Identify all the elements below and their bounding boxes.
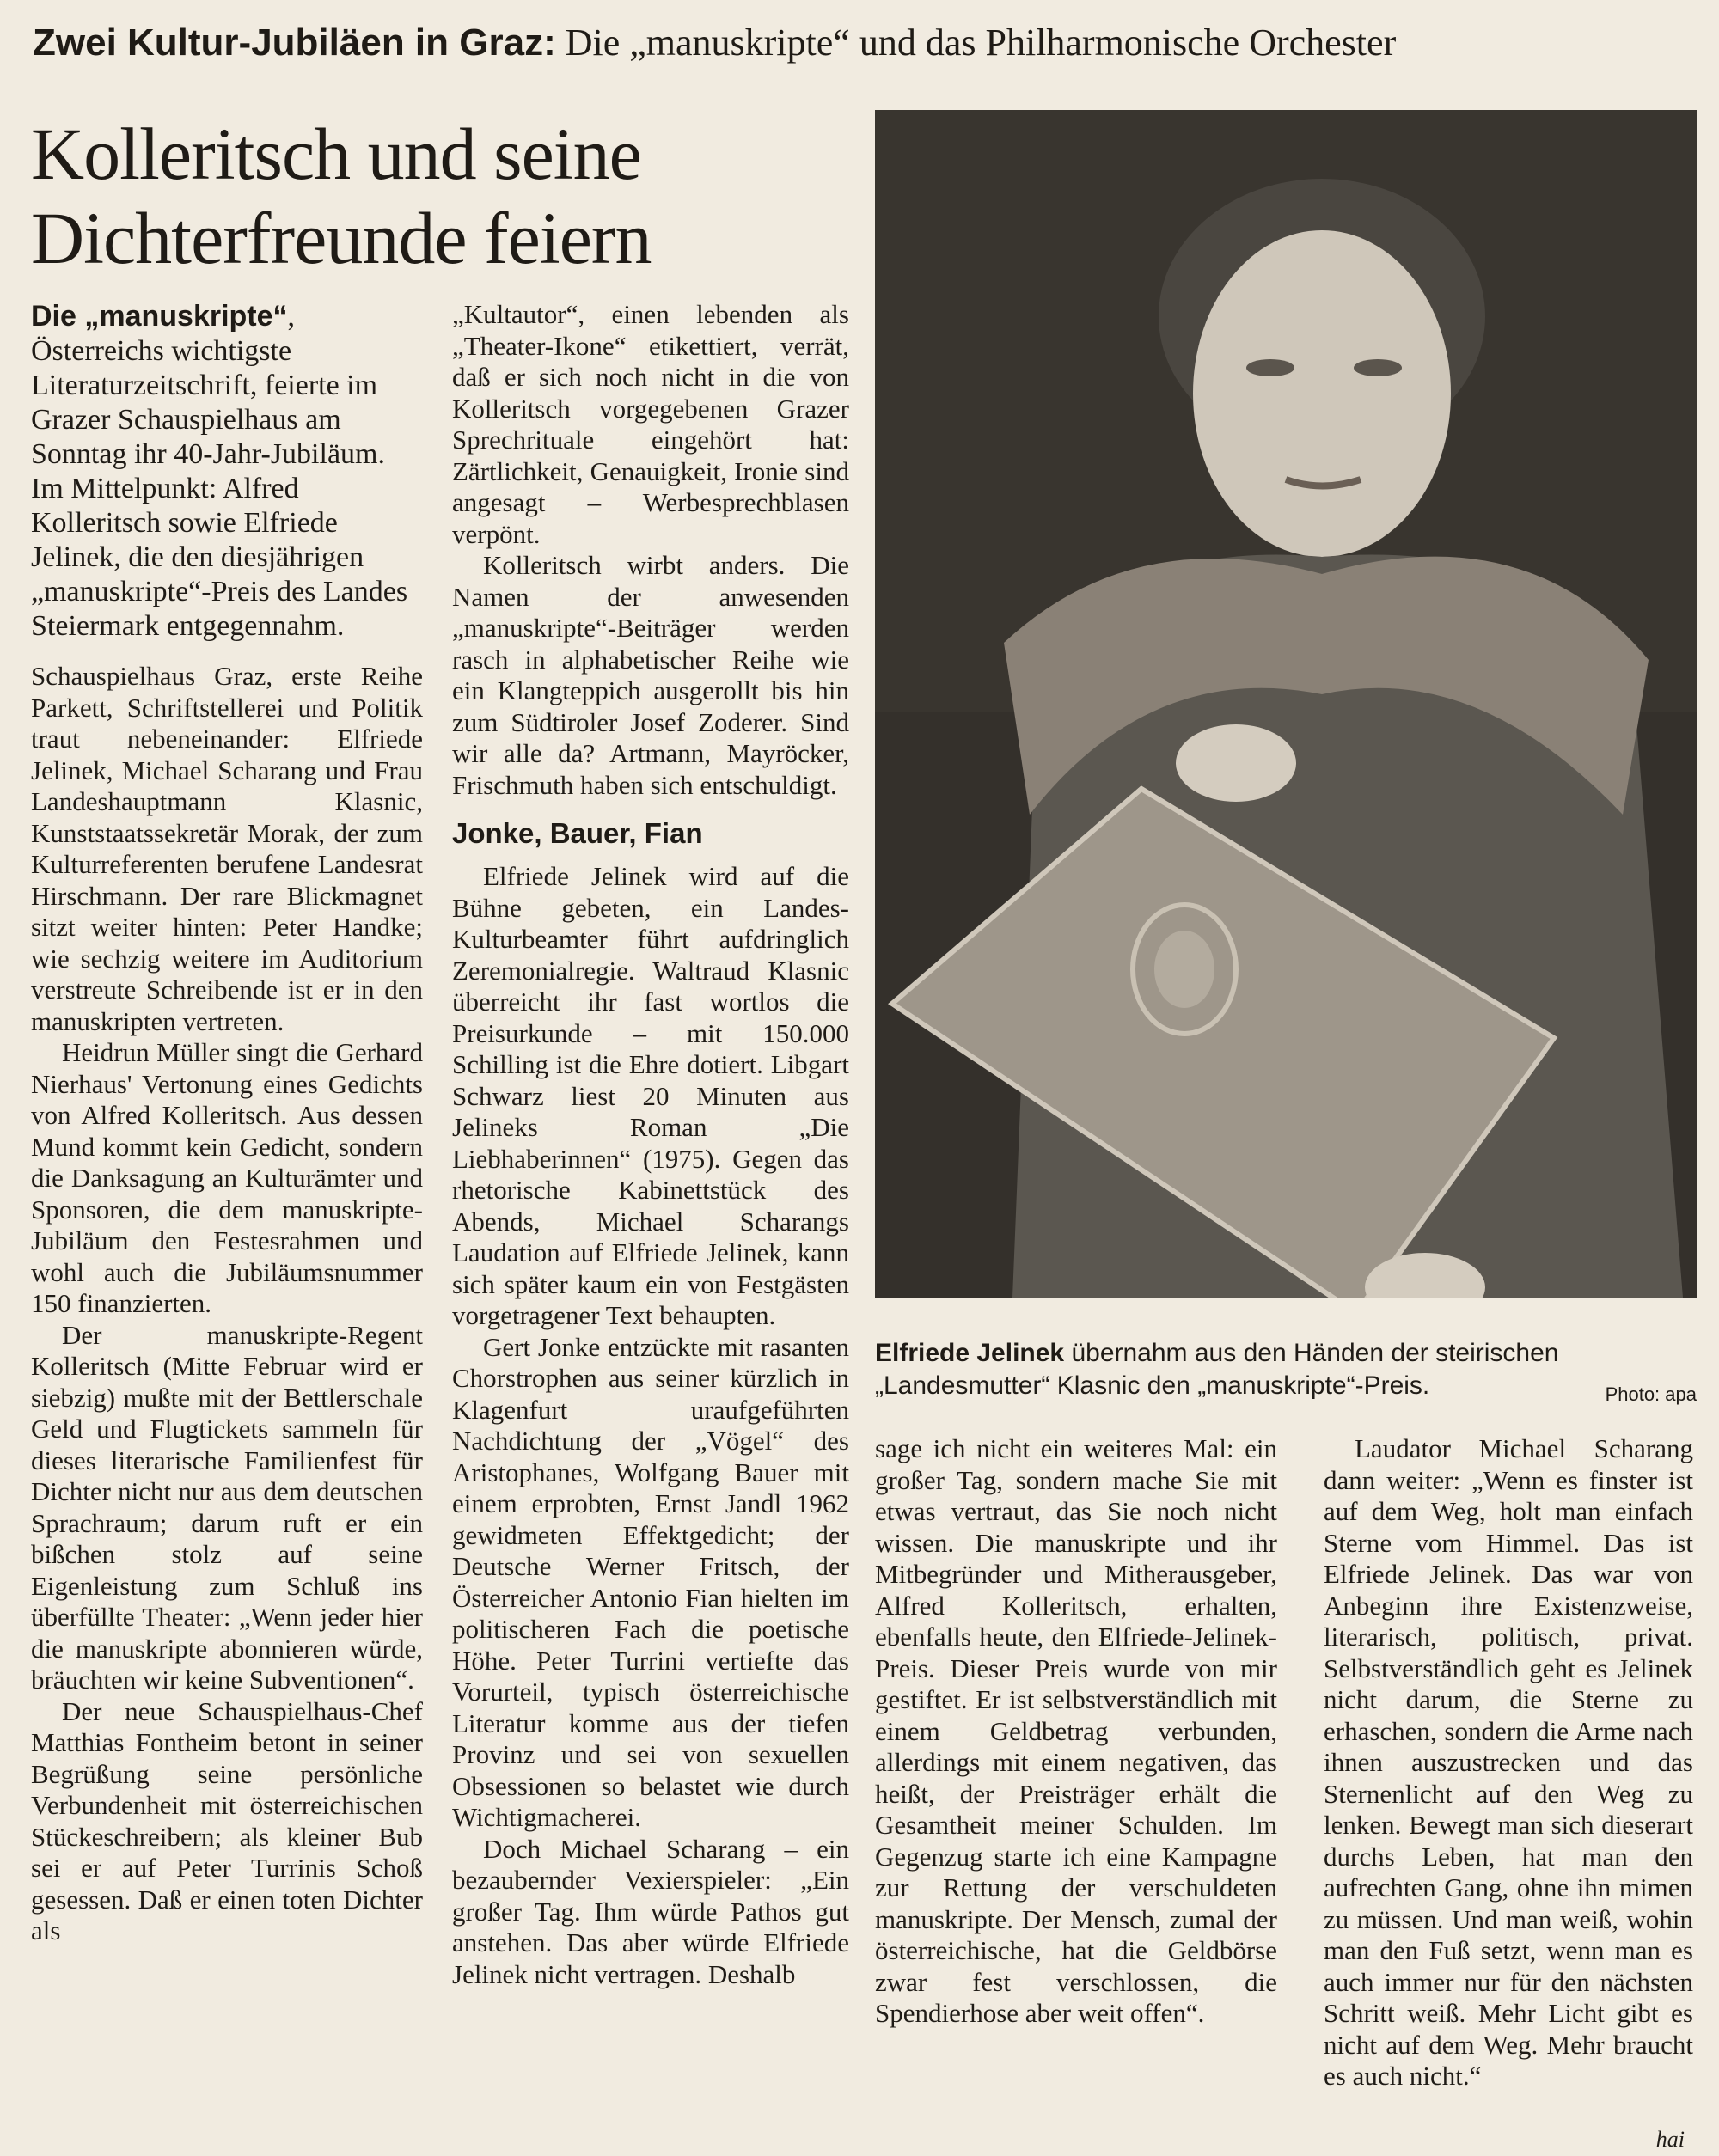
paragraph: Heidrun Müller singt die Gerhard Nierhaus' Vertonung eines Gedichts von Alfred Kolleritsch. Aus dessen Mund kommt kein Gedicht, sondern die Danksagung an Kulturämter und Sponsoren, die dem manuskripte-Jubiläum den Festesrahmen und wohl auch die Jubiläumsnummer 150 finanzierten. — [31, 1037, 423, 1318]
kicker-bold: Zwei Kultur-Jubiläen in Graz: — [33, 21, 556, 64]
photo-illustration — [875, 110, 1697, 1298]
paragraph: sage ich nicht ein weiteres Mal: ein großer Tag, sondern mache Sie mit etwas vertraut, das Sie noch nicht wissen. Die manuskripte und ihr Mitbegründer und Mitherausgeber, Alfred Kolleritsch, erhalten, ebenfalls heute, den Elfriede-Jelinek-Preis. Dieser Preis wurde von mir gestiftet. Er ist selbstverständlich mit einem Geldbetrag verbunden, allerdings mit einem negativen, das heißt, der Preisträger erhält die Gesamtheit meiner Schulden. Im Gegenzug starte ich eine Kampagne zur Rettung der verschuldeten manuskripte. Der Mensch, zumal der österreichische, hat die Geldbörse zwar fest verschlossen, die Spendierhose aber weit offen“. — [875, 1433, 1277, 2028]
article-column-3 — [875, 1433, 1277, 2030]
kicker-rest: Die „manuskripte“ und das Philharmonische Orchester — [555, 21, 1397, 64]
lead-rest: , Österreichs wichtigste Literaturzeitschrift, feierte im Grazer Schauspielhaus am Sonntag ihr 40-Jahr-Jubiläum. Im Mittelpunkt: Alfred Kolleritsch sowie Elfriede Jelinek, die den diesjährigen „manuskripte“-Preis des Landes Steiermark entgegennahm. — [31, 301, 408, 642]
caption-name: Elfriede Jelinek — [875, 1339, 1065, 1367]
paragraph: Doch Michael Scharang – ein bezaubernder Vexierspieler: „Ein großer Tag. Ihm würde Pathos gut anstehen. Das aber würde Elfriede Jelinek nicht vertragen. Deshalb — [452, 1833, 849, 1989]
caption-text: übernahm aus den Händen der steirischen „Landesmutter“ Klasnic den „manuskripte“-Preis. — [875, 1339, 1559, 1400]
subheading: Jonke, Bauer, Fian — [452, 817, 703, 849]
paragraph: Schauspielhaus Graz, erste Reihe Parkett, Schriftstellerei und Politik traut nebeneinander: Elfriede Jelinek, Michael Scharang und Frau Landeshauptmann Klasnic, Kunststaatssekretär Morak, der zum Kulturreferenten berufene Landesrat Hirschmann. Der rare Blickmagnet sitzt weiter hinten: Peter Handke; wie sechzig weitere im Auditorium verstreute Schreibende ist er in den manuskripten vertreten. — [31, 661, 423, 1036]
photo-credit: Photo: apa — [1605, 1383, 1697, 1405]
kicker-line — [33, 19, 1691, 67]
author-signature: hai — [1655, 2127, 1685, 2152]
photo-elfriede-jelinek — [875, 110, 1697, 1298]
photo-caption — [875, 1337, 1697, 1411]
paragraph: „Kultautor“, einen lebenden als „Theater-Ikone“ etikettiert, verrät, daß er sich noch nicht in die von Kolleritsch vorgegebenen Grazer Sprechrituale eingehört hat: Zärtlichkeit, Genauigkeit, Ironie sind angesagt – Werbesprechblasen verpönt. — [452, 299, 849, 549]
article-column-1 — [31, 299, 423, 1947]
lead-paragraph — [31, 299, 423, 644]
paragraph: Laudator Michael Scharang dann weiter: „Wenn es finster ist auf dem Weg, holt man einfach Sterne vom Himmel. Das ist Elfriede Jelinek. Das war von Anbeginn ihre Existenzweise, literarisch, politisch, privat. Selbstverständlich geht es Jelinek nicht darum, die Sterne zu erhaschen, sondern die Arme nach ihnen auszustrecken und das Sternenlicht auf den Weg zu lenken. Bewegt man sich dieserart durchs Leben, hat man den aufrechten Gang, ohne ihn mimen zu müssen. Und man weiß, wohin man den Fuß setzt, wenn man es auch immer nur für den nächsten Schritt weiß. Mehr Licht gibt es nicht auf dem Weg. Mehr braucht es auch nicht.“ — [1324, 1433, 1693, 2091]
headline-line-1: Kolleritsch und seine — [31, 113, 641, 195]
headline-line-2: Dichterfreunde feiern — [31, 197, 652, 279]
headline — [31, 112, 873, 280]
paragraph: Kolleritsch wirbt anders. Die Namen der anwesenden „manuskripte“-Beiträger werden rasch in alphabetischer Reihe wie ein Klangteppich ausgerollt bis hin zum Südtiroler Josef Zoderer. Sind wir alle da? Artmann, Mayröcker, Frischmuth haben sich entschuldigt. — [452, 550, 849, 800]
paragraph: Gert Jonke entzückte mit rasanten Chorstrophen aus seiner kürzlich in Klagenfurt uraufgeführten Nachdichtung der „Vögel“ des Aristophanes, Wolfgang Bauer mit einem erprobten, Ernst Jandl 1962 gewidmeten Effektgedicht; der Deutsche Werner Fritsch, der Österreicher Antonio Fian hielten im politischeren Fach die poetische Höhe. Peter Turrini vertiefte das Vorurteil, typisch österreichische Literatur komme aus der tiefen Provinz und sei von sexuellen Obsessionen so belastet wie durch Wichtigmacherei. — [452, 1331, 849, 1832]
paragraph: Der neue Schauspielhaus-Chef Matthias Fontheim betont in seiner Begrüßung seine persönliche Verbundenheit mit österreichischen Stückeschreibern; als kleiner Bub sei er auf Peter Turrinis Schoß gesessen. Daß er einen toten Dichter als — [31, 1695, 423, 1945]
article-column-4 — [1324, 1433, 1693, 2092]
article-column-2 — [452, 299, 849, 1990]
paragraph: Der manuskripte-Regent Kolleritsch (Mitte Februar wird er siebzig) mußte mit der Bettlerschale Geld und Flugtickets sammeln für dieses literarische Familienfest für Dichter nicht nur aus dem deutschen Sprachraum; darum ruft er ein bißchen stolz auf seine Eigenleistung zum Schluß ins überfüllte Theater: „Wenn jeder hier die manuskripte abonnieren würde, bräuchten wir keine Subventionen“. — [31, 1319, 423, 1695]
paragraph: Elfriede Jelinek wird auf die Bühne gebeten, ein Landes-Kulturbeamter führt aufdringlich Zeremonialregie. Waltraud Klasnic überreicht ihr fast wortlos die Preisurkunde – mit 150.000 Schilling ist die Ehre dotiert. Libgart Schwarz liest 20 Minuten aus Jelineks Roman „Die Liebhaberinnen“ (1975). Gegen das rhetorische Kabinettstück des Abends, Michael Scharangs Laudation auf Elfriede Jelinek, kann sich später kaum ein von Festgästen vorgetragener Text behaupten. — [452, 861, 849, 1330]
lead-start: Die „manuskripte“ — [31, 300, 288, 333]
